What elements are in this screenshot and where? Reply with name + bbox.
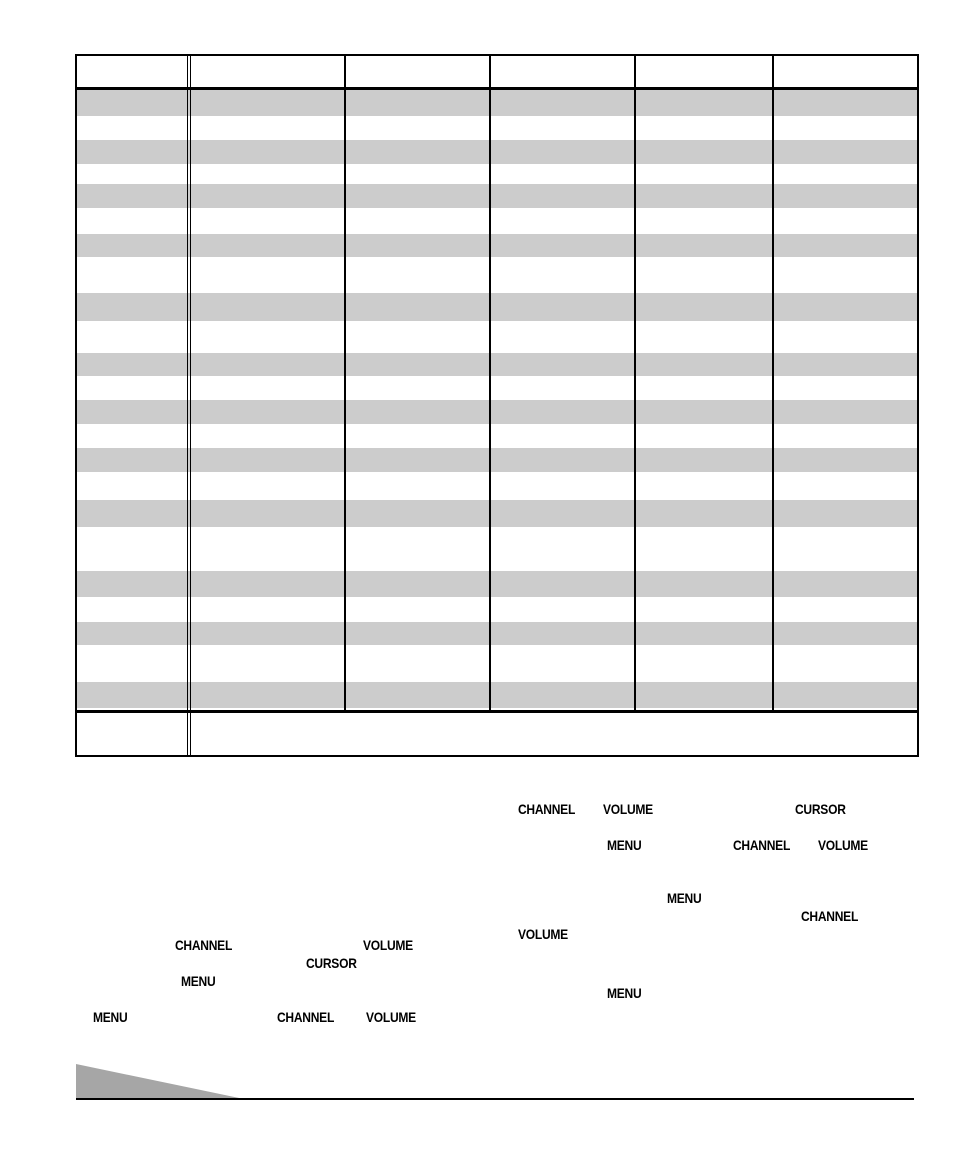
column-divider-5	[772, 56, 774, 710]
page-footer-rule	[76, 1098, 914, 1100]
keyword-volume: VOLUME	[518, 926, 568, 942]
keyword-menu: MENU	[93, 1009, 128, 1025]
table-row-stripe	[77, 184, 917, 208]
keyword-channel: CHANNEL	[277, 1009, 335, 1025]
table-row-stripe	[77, 448, 917, 472]
table-row-stripe	[77, 682, 917, 708]
keyword-volume: VOLUME	[366, 1009, 416, 1025]
page-corner-wedge	[76, 1064, 246, 1100]
keyword-menu: MENU	[607, 985, 642, 1001]
data-table	[75, 54, 919, 757]
column-divider-1	[187, 56, 191, 755]
keyword-channel: CHANNEL	[733, 837, 791, 853]
column-divider-4	[634, 56, 636, 710]
footer-row-rule	[77, 710, 917, 713]
keyword-channel: CHANNEL	[801, 908, 859, 924]
header-rule	[77, 87, 917, 90]
column-divider-2	[344, 56, 346, 710]
table-row-stripe	[77, 500, 917, 527]
column-divider-3	[489, 56, 491, 710]
table-row-stripe	[77, 140, 917, 164]
table-row-stripe	[77, 622, 917, 645]
table-row-stripe	[77, 234, 917, 257]
table-row-stripe	[77, 293, 917, 321]
keyword-menu: MENU	[607, 837, 642, 853]
keyword-volume: VOLUME	[363, 937, 413, 953]
keyword-menu: MENU	[667, 890, 702, 906]
keyword-cursor: CURSOR	[795, 801, 846, 817]
table-row-stripe	[77, 400, 917, 424]
keyword-menu: MENU	[181, 973, 216, 989]
keyword-volume: VOLUME	[818, 837, 868, 853]
keyword-channel: CHANNEL	[175, 937, 233, 953]
table-row-stripe	[77, 571, 917, 597]
table-row-stripe	[77, 353, 917, 376]
keyword-channel: CHANNEL	[518, 801, 576, 817]
keyword-cursor: CURSOR	[306, 955, 357, 971]
keyword-volume: VOLUME	[603, 801, 653, 817]
table-row-stripe	[77, 90, 917, 116]
